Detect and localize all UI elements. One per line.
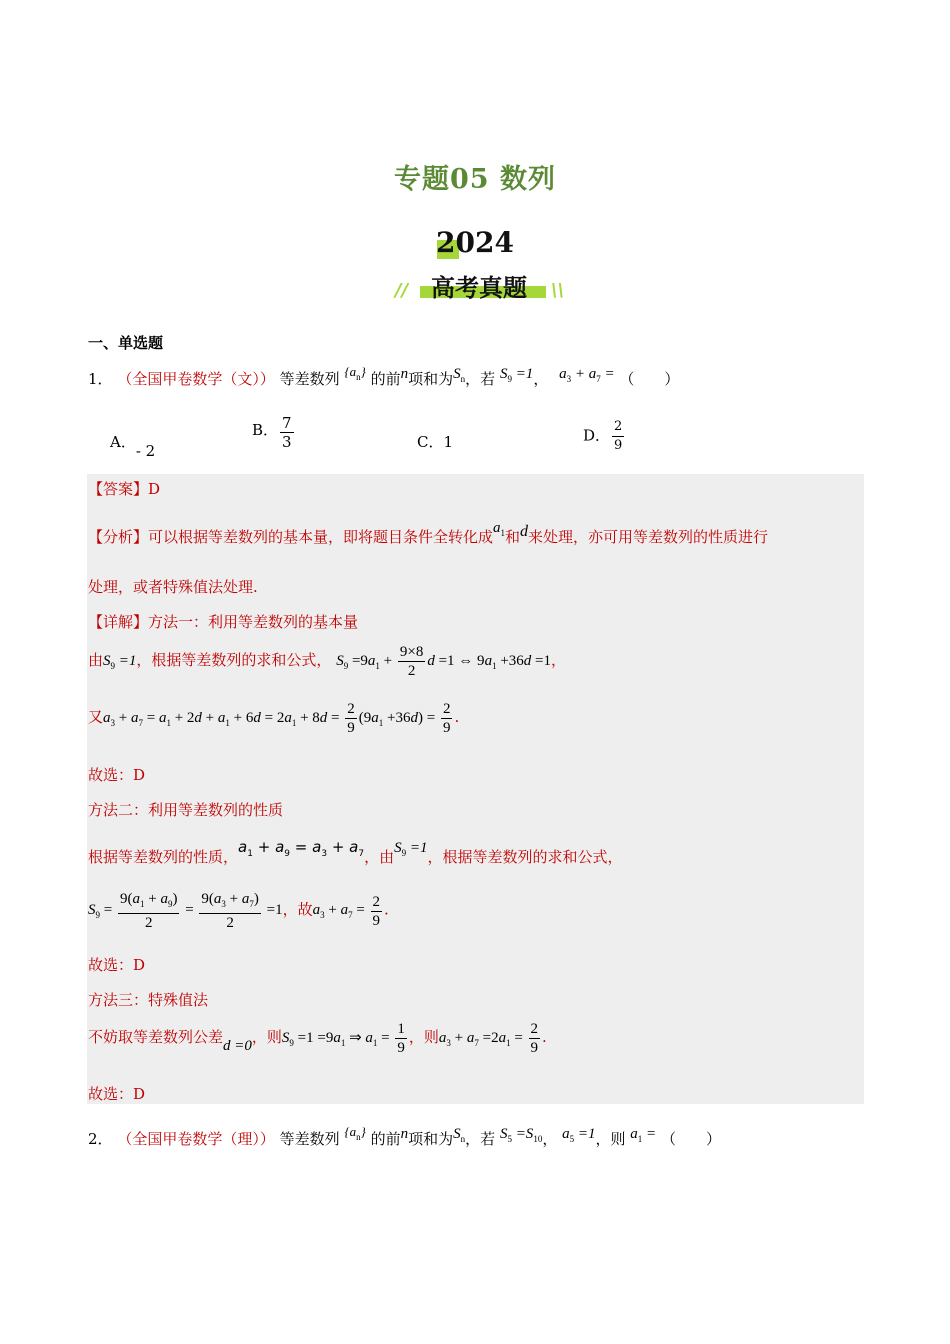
question-text: ，若 <box>465 370 496 388</box>
seq-symbol: $\{a_n\}$ <box>344 1124 366 1142</box>
option-fraction <box>280 414 294 451</box>
question-number: 1． <box>88 370 113 388</box>
math-sn: $S_n$ <box>453 366 466 384</box>
text: 又 <box>88 707 104 726</box>
option-label: D． <box>583 426 611 445</box>
option-fraction <box>612 418 624 455</box>
year-label: 2024 <box>436 226 514 259</box>
math-a1: $a_1$ <box>493 520 506 538</box>
question-text: ， <box>533 370 549 388</box>
numerator: 7 <box>282 414 292 432</box>
math-d: d <box>520 523 529 540</box>
math-a3-plus-a7: $a_3 + a_7$ = <box>559 366 615 384</box>
method2-line1 <box>88 836 623 866</box>
math-n: n <box>400 366 409 382</box>
detail-heading: 【详解】方法一：利用等差数列的基本量 <box>88 613 359 631</box>
equation: $S_9$ = $\frac{9(a_1 + a_9)}{2}$ = $\frac{9(a_3 + a_7)}{2}$ =1 <box>88 891 283 931</box>
option-c <box>417 431 453 452</box>
math-n: n <box>400 1126 409 1142</box>
question-text: 项和为 <box>408 1130 454 1148</box>
question-text: ， <box>542 1130 558 1148</box>
text: 由 <box>88 650 104 669</box>
text: 不妨取等差数列公差 <box>88 1027 224 1046</box>
question-source: （全国甲卷数学（理）） <box>117 1130 275 1148</box>
option-a <box>110 431 156 460</box>
method2-heading: 方法二：利用等差数列的性质 <box>88 801 284 819</box>
seq-symbol: $\{a_n\}$ <box>344 364 366 382</box>
option-value: - 2 <box>135 442 156 460</box>
answer-blank: （ ） <box>619 370 680 388</box>
text: 根据等差数列的性质， <box>88 848 239 866</box>
denominator: 9 <box>614 438 623 453</box>
question-text: 的前 <box>370 370 401 388</box>
banner-text: 高考真题 <box>431 274 527 302</box>
method3-heading: 方法三：特殊值法 <box>88 991 209 1009</box>
question-text: ，则 <box>595 1130 626 1148</box>
numerator: 2 <box>612 418 624 437</box>
question-text: 的前 <box>370 1130 401 1148</box>
math-s9-eq-1: $S_9 =1$ <box>499 366 534 384</box>
math-s9-eq-1: $S_9 =1$ <box>394 840 428 858</box>
text: ，则 <box>408 1027 439 1046</box>
analysis-line <box>88 520 769 548</box>
method1-line2: 又$a_3 + a_7 = a_1 + 2d + a_1 + 6d = 2a_1 + 8d$ = $\frac{2}{9}$ $(9a_1 +36d)$ = $\frac{2}{9}$ . <box>88 701 460 736</box>
banner <box>412 268 546 300</box>
text: ，则 <box>251 1027 282 1046</box>
math-a5-eq-1: $a_5 =1$ <box>562 1126 596 1144</box>
question-text: ，若 <box>465 1130 496 1148</box>
math-s9-eq-1: $S_9 =1$ <box>103 652 137 671</box>
sum-formula: $S_9 =9a_1$ + $\frac{9\times 8}{2}$ d =1 ⇔ $9a_1 +36d =1$ <box>336 644 551 679</box>
left-slash-decoration: // <box>395 280 409 301</box>
answer-blank: （ ） <box>660 1130 721 1148</box>
choice-line-3: 故选：D <box>88 1085 146 1103</box>
text: ，根据等差数列的求和公式， <box>136 650 332 669</box>
analysis-text: 和 <box>505 528 521 546</box>
option-b <box>252 414 296 451</box>
analysis-line-2: 处理，或者特殊值法处理. <box>88 578 258 596</box>
question-text: 等差数列 <box>279 1130 340 1148</box>
equation: $a_3 + a_7 = a_1 + 2d + a_1 + 6d = 2a_1 + 8d$ = $\frac{2}{9}$ $(9a_1 +36d)$ = $\frac{2}{9}$ <box>103 701 451 736</box>
math-sn: $S_n$ <box>453 1126 466 1144</box>
analysis-text: 【分析】可以根据等差数列的基本量，即将题目条件全转化成 <box>88 528 494 546</box>
text: ，根据等差数列的求和公式， <box>427 848 623 866</box>
section-heading: 一、单选题 <box>88 334 164 352</box>
method1-line1: 由$S_9 =1$，根据等差数列的求和公式， $S_9 =9a_1$ + $\frac{9\times 8}{2}$ d =1 ⇔ $9a_1 +36d =1$， <box>88 644 567 679</box>
math-d-eq-0: d =0 <box>223 1037 252 1054</box>
page-title: 专题05 数列 <box>394 164 556 195</box>
question-1 <box>88 364 680 390</box>
analysis-text: 来处理，亦可用等差数列的性质进行 <box>528 528 769 546</box>
question-2 <box>88 1124 721 1150</box>
option-label: C． <box>417 433 444 451</box>
method2-line2: $S_9$ = $\frac{9(a_1 + a_9)}{2}$ = $\frac{9(a_3 + a_7)}{2}$ =1，故$a_3 + a_7$ = $\frac{2}{9}$ . <box>88 891 389 931</box>
option-label: A． <box>110 433 136 451</box>
choice-line-1: 故选：D <box>88 766 146 784</box>
answer-line: 【答案】D <box>88 480 161 498</box>
math-s5-eq-s10: $S_5 =S_{10}$ <box>499 1126 543 1144</box>
equation: $a_3 + a_7$ = $\frac{2}{9}$ <box>312 893 381 929</box>
option-value: 1 <box>443 433 454 451</box>
question-source: （全国甲卷数学（文）） <box>117 370 275 388</box>
method3-line: 不妨取等差数列公差d =0，则$S_9 =1 =9a_1$ ⇒ $a_1$ = $\frac{1}{9}$ ，则$a_3 + a_7 =2a_1$ = $\frac{2}{9}$ . <box>88 1021 547 1056</box>
option-label: B． <box>252 420 279 439</box>
right-slash-decoration: \\ <box>551 280 565 301</box>
equation: $a_1 + a_9 = a_3 + a_7$ <box>238 838 365 859</box>
math-a1-eq: $a_1$ = <box>630 1126 657 1144</box>
text: ，故 <box>282 900 313 919</box>
denominator: 3 <box>282 433 292 451</box>
question-number: 2． <box>88 1130 113 1148</box>
choice-line-2: 故选：D <box>88 956 146 974</box>
text: ，由 <box>364 848 395 866</box>
question-text: 项和为 <box>408 370 454 388</box>
option-d <box>583 418 626 455</box>
equation: $a_3 + a_7 =2a_1$ = $\frac{2}{9}$ <box>438 1021 539 1056</box>
question-text: 等差数列 <box>279 370 340 388</box>
equation: $S_9 =1 =9a_1$ ⇒ $a_1$ = $\frac{1}{9}$ <box>281 1021 405 1056</box>
